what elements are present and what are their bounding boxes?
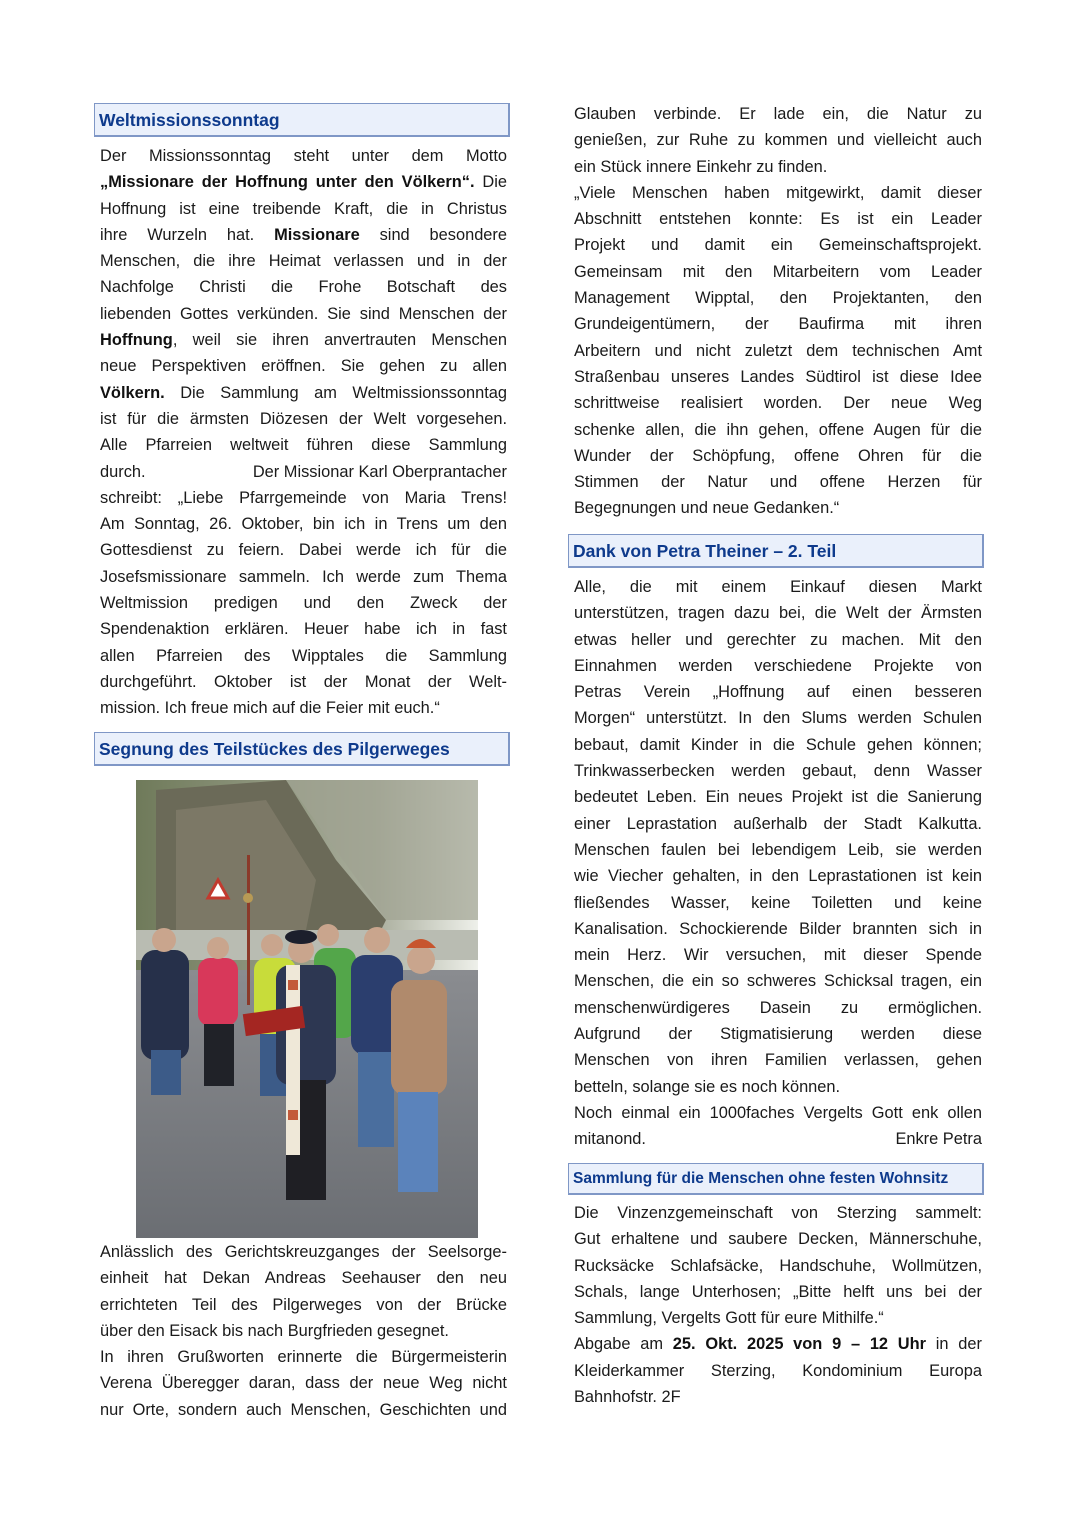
text-line: Gemeinsam mit den Mitarbeitern vom Leader bbox=[574, 262, 982, 281]
text-line: „Missionare der Hoffnung unter den Völkern“. Die bbox=[100, 173, 507, 192]
text-line: Hoffnung ist eine treibende Kraft, die in Christus bbox=[100, 199, 507, 218]
text-line: Spendenaktion erklären. Heuer habe ich in fast bbox=[100, 620, 507, 639]
text-line: Verena Überegger daran, dass der neue Weg nicht bbox=[100, 1374, 507, 1393]
text-line: bedeutet Leben. Ein neues Projekt ist die Sanierung bbox=[574, 788, 982, 807]
text-line: Völkern. Die Sammlung am Weltmissionssonntag bbox=[100, 383, 507, 402]
section-heading-segnung-pilgerweg: Segnung des Teilstückes des Pilgerweges bbox=[94, 732, 510, 766]
text-line: Rucksäcke Schlafsäcke, Handschuhe, Wollmützen, bbox=[574, 1256, 982, 1275]
segnung-paragraph bbox=[100, 1239, 507, 1423]
text-line: Schals, lange Unterhosen; „Bitte helft uns bei der bbox=[574, 1282, 982, 1301]
text-line: Menschen, die ein so schweres Schicksal tragen, ein bbox=[574, 972, 982, 991]
text-line: Sammlung, Vergelts Gott für eure Mithilfe.“ bbox=[574, 1309, 884, 1328]
address-line: Bahnhofstr. 2F bbox=[574, 1388, 681, 1407]
text-line: Am Sonntag, 26. Oktober, bin ich in Trens um den bbox=[100, 515, 507, 534]
text-line: Anlässlich des Gerichtskreuzganges der Seelsorge- bbox=[100, 1243, 507, 1261]
text-line: bebaut, damit Kinder in die Schule gehen können; bbox=[574, 735, 982, 754]
text-line: Alle, die mit einem Einkauf diesen Markt bbox=[574, 578, 982, 596]
text-line: Trinkwasserbecken werden gebaut, denn Wasser bbox=[574, 762, 982, 781]
section-heading-weltmissionssonntag: Weltmissionssonntag bbox=[94, 103, 510, 137]
dank-petra-paragraph bbox=[574, 574, 982, 1153]
text-line: Alle Pfarreien weltweit führen diese Sammlung bbox=[100, 436, 507, 455]
text-line: über den Eisack bis nach Burgfrieden gesegnet. bbox=[100, 1321, 449, 1340]
date-time-bold: 25. Okt. 2025 von 9 – 12 Uhr bbox=[672, 1335, 927, 1354]
text-line: Josefsmissionare sammeln. Ich werde zum Thema bbox=[100, 567, 507, 586]
text-line: Gottesdienst zu feiern. Dabei werde ich für die bbox=[100, 541, 507, 560]
text-line: Arbeitern und nicht zuletzt dem technischen Amt bbox=[574, 341, 982, 360]
text-line: Einnahmen werden verschiedene Projekte von bbox=[574, 656, 982, 675]
bold-word: Missionare bbox=[274, 225, 360, 244]
text-line: fließendes Wasser, keine Toiletten und keine bbox=[574, 893, 982, 912]
text-line: unterstützen, tragen dazu bei, die Welt der Ärmsten bbox=[574, 604, 982, 623]
text-line: Abschnitt entstehen konnte: Es ist ein Leader bbox=[574, 210, 982, 229]
text-line: Grundeigentümern, der Baufirma mit ihren bbox=[574, 315, 982, 334]
text-line: schenke allen, die ihn gehen, offene Augen für die bbox=[574, 420, 982, 439]
text-line: Abgabe am 25. Okt. 2025 von 9 – 12 Uhr in der bbox=[574, 1335, 982, 1354]
text-line: ein Stück innere Einkehr zu finden. bbox=[574, 157, 828, 176]
text-line: durchgeführt. Oktober ist der Monat der Welt- bbox=[100, 672, 507, 691]
text-line: betteln, solange sie es noch können. bbox=[574, 1077, 841, 1096]
section-heading-dank-petra-theiner: Dank von Petra Theiner – 2. Teil bbox=[568, 534, 984, 568]
text-line: Kanalisation. Schockierende Bilder brannten sich in bbox=[574, 919, 982, 938]
text-line: mission. Ich freue mich auf die Feier mit euch.“ bbox=[100, 699, 440, 718]
signature: Enkre Petra bbox=[895, 1130, 982, 1149]
text-line: Stimmen der Natur und offene Herzen für bbox=[574, 473, 982, 492]
text-line: wie Viecher gehalten, in den Leprastationen ist kein bbox=[574, 867, 982, 886]
text-line: Management Wipptal, den Projektanten, den bbox=[574, 289, 982, 308]
text-line: Menschen von ihren Familien verlassen, gehen bbox=[574, 1051, 982, 1070]
text-line: einer Leprastation außerhalb der Stadt Kalkutta. bbox=[574, 814, 982, 833]
text-line: errichteten Teil des Pilgerweges von der Brücke bbox=[100, 1295, 507, 1314]
text-line: Menschen faulen bei lebendigem Leib, sie werden bbox=[574, 840, 982, 859]
text-line: neue Perspektiven eröffnen. Sie gehen zu allen bbox=[100, 357, 507, 376]
text-line: Menschen, die ihre Heimat verlassen und in der bbox=[100, 252, 507, 271]
text-line: Die Vinzenzgemeinschaft von Sterzing sammelt: bbox=[574, 1204, 982, 1222]
text-line: liebenden Gottes verkünden. Sie sind Menschen der bbox=[100, 304, 507, 323]
text-line: nur Orte, sondern auch Menschen, Geschichten und bbox=[100, 1400, 507, 1419]
motto-bold: „Missionare der Hoffnung unter den Völkern“. bbox=[100, 173, 475, 192]
text-line: „Viele Menschen haben mitgewirkt, damit dieser bbox=[574, 183, 982, 202]
bold-word: Völkern. bbox=[100, 383, 165, 402]
pilgerweg-blessing-photo bbox=[136, 780, 478, 1238]
text-line: Der Missionssonntag steht unter dem Motto bbox=[100, 147, 507, 165]
section-heading-sammlung-wohnsitz: Sammlung für die Menschen ohne festen Wohnsitz bbox=[568, 1163, 984, 1195]
text-line: Gut erhaltene und saubere Decken, Männerschuhe, bbox=[574, 1230, 982, 1249]
text-line: durch. Der Missionar Karl Oberprantacher bbox=[100, 462, 507, 481]
text-line: Begegnungen und neue Gedanken.“ bbox=[574, 499, 840, 518]
text-line: Wunder der Schöpfung, offene Ohren für die bbox=[574, 446, 982, 465]
text-line: Nachfolge Christi die Frohe Botschaft des bbox=[100, 278, 507, 297]
text-line: Straßenbau unseres Landes Südtirol ist diese Idee bbox=[574, 367, 982, 386]
text-line: schrittweise realisiert worden. Der neue Weg bbox=[574, 394, 982, 413]
text-line: Morgen“ unterstützt. In den Slums werden Schulen bbox=[574, 709, 982, 728]
text-line: Kleiderkammer Sterzing, Kondominium Europa bbox=[574, 1361, 982, 1380]
text-line: Noch einmal ein 1000faches Vergelts Gott enk ollen bbox=[574, 1103, 982, 1122]
text-line: In ihren Grußworten erinnerte die Bürgermeisterin bbox=[100, 1348, 507, 1367]
text-line: schreibt: „Liebe Pfarrgemeinde von Maria Trens! bbox=[100, 488, 507, 507]
text-line: Petras Verein „Hoffnung auf einen besseren bbox=[574, 683, 982, 702]
text-line: einheit hat Dekan Andreas Seehauser den neu bbox=[100, 1269, 507, 1288]
text-line: ihre Wurzeln hat. Missionare sind besondere bbox=[100, 225, 507, 244]
weltmission-paragraph bbox=[100, 143, 507, 722]
text-line: menschenwürdigeres Dasein zu ermöglichen. bbox=[574, 998, 982, 1017]
text-line: Projekt und damit ein Gemeinschaftsprojekt. bbox=[574, 236, 982, 255]
text-line: genießen, zur Ruhe zu kommen und vielleicht auch bbox=[574, 131, 982, 150]
sammlung-paragraph bbox=[574, 1200, 982, 1410]
text-line: Glauben verbinde. Er lade ein, die Natur zu bbox=[574, 105, 982, 123]
text-line: allen Pfarreien des Wipptales die Sammlung bbox=[100, 646, 507, 665]
photo-illustration bbox=[136, 780, 478, 1238]
text-line: Aufgrund der Stigmatisierung werden diese bbox=[574, 1025, 982, 1044]
bold-word: Hoffnung bbox=[100, 331, 173, 350]
text-line: etwas heller und gerechter zu machen. Mit den bbox=[574, 630, 982, 649]
segnung-continuation-paragraph bbox=[574, 101, 982, 522]
text-line: mein Herz. Wir versuchen, mit dieser Spende bbox=[574, 946, 982, 965]
signature-line: mitanond. Enkre Petra bbox=[574, 1126, 982, 1152]
text-line: Hoffnung, weil sie ihren anvertrauten Menschen bbox=[100, 331, 507, 350]
text-line: Weltmission predigen und den Zweck der bbox=[100, 594, 507, 613]
text-line: ist für die ärmsten Diözesen der Welt vorgesehen. bbox=[100, 409, 507, 428]
